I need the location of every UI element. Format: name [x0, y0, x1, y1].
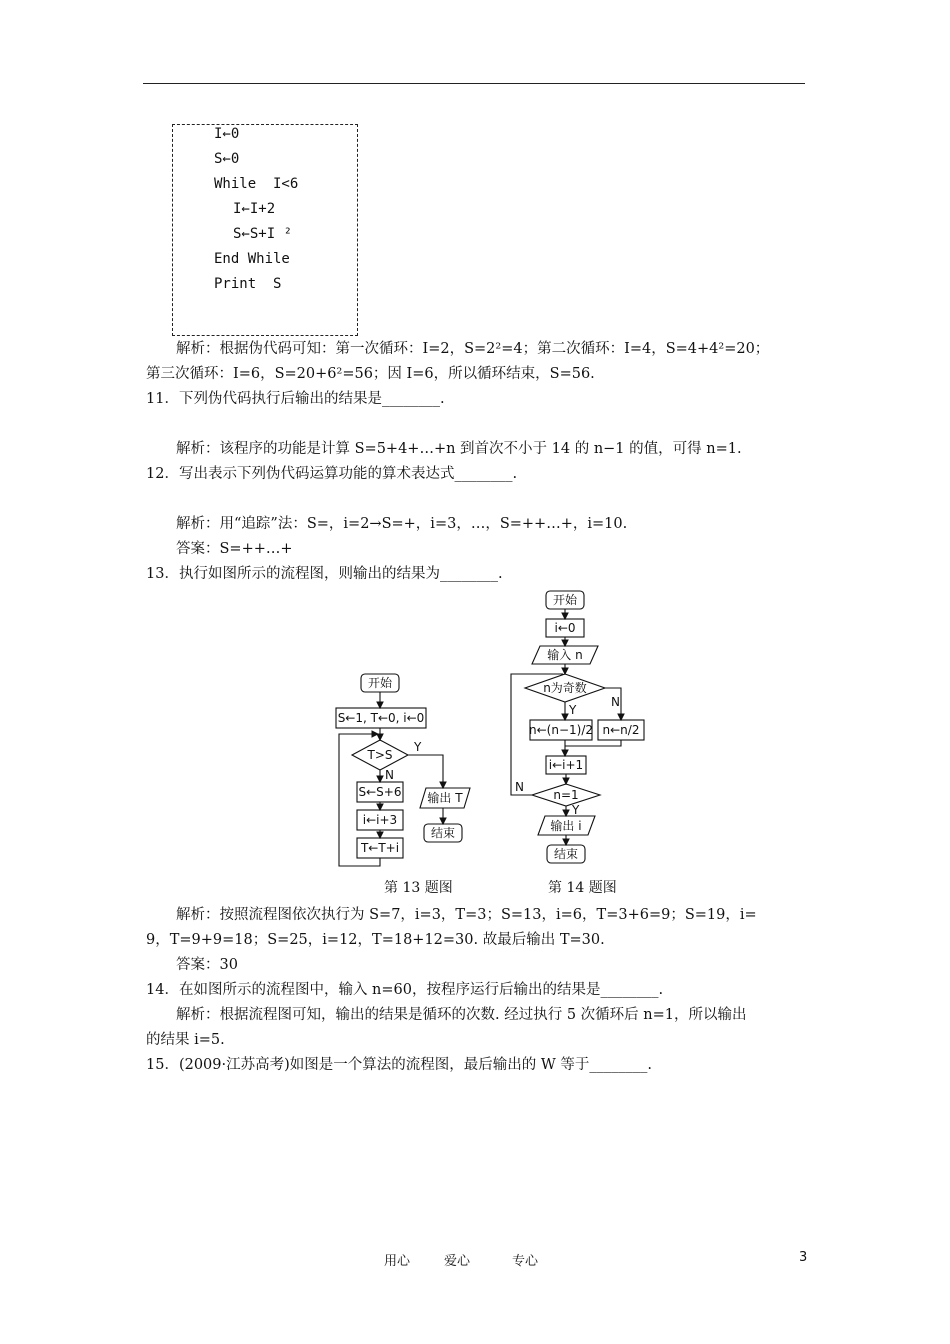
fc13-s2-label: i←i+3 — [362, 813, 398, 827]
fc13-yes-label: Y — [414, 740, 422, 754]
fc14-incr-label: i←i+1 — [548, 758, 584, 772]
question-12: 12．写出表示下列伪代码运算功能的算术表达式________. — [146, 466, 518, 482]
q12-answer: 答案：S=++…+ — [176, 541, 293, 557]
fc13-cond-label: T>S — [367, 748, 393, 762]
fc13-start-label: 开始 — [367, 676, 393, 690]
fc14-end-label: 结束 — [553, 847, 579, 861]
fc14-input-label: 输入 n — [547, 648, 583, 662]
fc14-output-label: 输出 i — [550, 819, 582, 833]
footer-right: 专心 — [512, 1254, 539, 1269]
fc14-cond-label: n为奇数 — [543, 681, 587, 695]
fc13-init-label: S←1, T←0, i←0 — [337, 711, 425, 725]
fc14-right-label: n←n/2 — [602, 723, 640, 737]
p10-solution-line1: 解析：根据伪代码可知：第一次循环：I=2，S=2²=4；第二次循环：I=4，S=4+4²=20； — [176, 341, 770, 357]
fc13-s1-label: S←S+6 — [358, 785, 402, 799]
q13-answer: 答案：30 — [176, 957, 238, 973]
fc14-no2-label: N — [515, 780, 524, 794]
code-line: While I<6 — [214, 176, 299, 192]
fc13-caption: 第 13 题图 — [384, 880, 453, 896]
fc14-start-label: 开始 — [552, 593, 578, 607]
question-11: 11．下列伪代码执行后输出的结果是________. — [146, 391, 445, 407]
fc14-yes-label: Y — [569, 703, 577, 717]
footer-left: 用心 — [384, 1254, 411, 1269]
code-line: Print S — [214, 276, 282, 292]
fc14-init-label: i←0 — [554, 621, 576, 635]
q11-solution: 解析：该程序的功能是计算 S=5+4+…+n 到首次不小于 14 的 n−1 的值，可得 n=1. — [176, 441, 742, 457]
page-number: 3 — [799, 1250, 808, 1265]
code-line: S←0 — [214, 151, 240, 167]
question-15: 15．(2009·江苏高考)如图是一个算法的流程图，最后输出的 W 等于________. — [146, 1057, 653, 1073]
fc14-cond2-label: n=1 — [553, 788, 579, 802]
footer-middle: 爱心 — [444, 1254, 471, 1269]
code-line: End While — [214, 251, 290, 267]
question-14: 14．在如图所示的流程图中，输入 n=60，按程序运行后输出的结果是________. — [146, 982, 664, 998]
fc13-s3-label: T←T+i — [360, 841, 400, 855]
p10-solution-line2: 第三次循环：I=6，S=20+6²=56；因 I=6，所以循环结束，S=56. — [146, 366, 595, 382]
code-line: I←I+2 — [233, 201, 276, 217]
fc13-end-label: 结束 — [430, 826, 456, 840]
q12-solution: 解析：用“追踪”法：S=，i=2→S=+，i=3，…，S=++…+，i=10. — [176, 516, 628, 532]
fc13-output-label: 输出 T — [427, 791, 463, 805]
q14-solution-line2: 的结果 i=5. — [146, 1032, 225, 1048]
code-line: I←0 — [214, 126, 240, 142]
q13-solution-line2: 9，T=9+9=18；S=25，i=12，T=18+12=30. 故最后输出 T=30. — [146, 932, 605, 948]
q13-solution-line1: 解析：按照流程图依次执行为 S=7，i=3，T=3；S=13，i=6，T=3+6=9；S=19，i= — [176, 907, 757, 923]
question-13: 13．执行如图所示的流程图，则输出的结果为________. — [146, 566, 503, 582]
fc14-left-label: n←(n−1)/2 — [529, 723, 593, 737]
fc14-yes2-label: Y — [572, 803, 580, 817]
code-line: S←S+I ² — [233, 226, 293, 242]
fc13-no-label: N — [385, 768, 394, 782]
fc14-caption: 第 14 题图 — [548, 880, 617, 896]
q14-solution-line1: 解析：根据流程图可知，输出的结果是循环的次数. 经过执行 5 次循环后 n=1，所以输出 — [176, 1007, 747, 1023]
fc14-no-label: N — [611, 695, 620, 709]
